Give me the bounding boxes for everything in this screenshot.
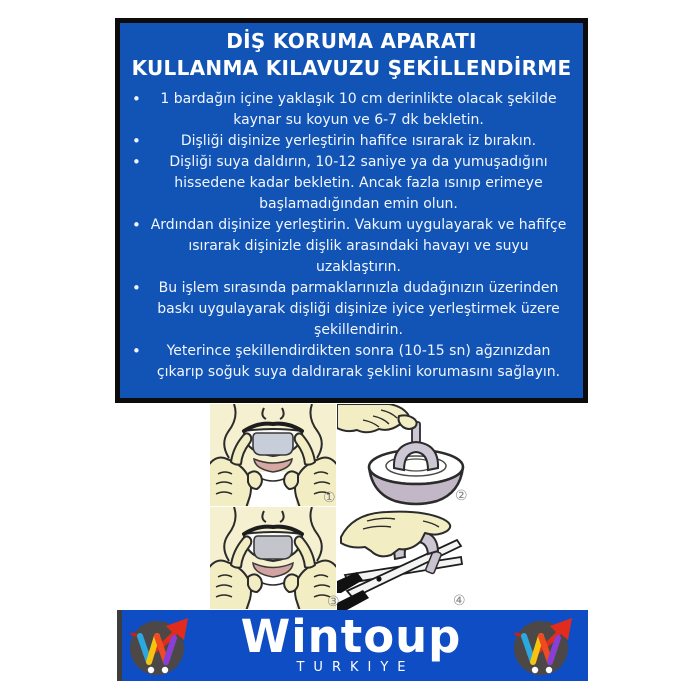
panel-title-line2: KULLANMA KILAVUZU ŞEKİLLENDİRME	[131, 56, 572, 80]
instruction-item: • Bu işlem sırasında parmaklarınızla dudağınızın üzerinden baskı uygulayarak dişliği dişinize iyice yerleştirmek üzere şekillendirin.	[128, 278, 575, 341]
instruction-item: • Yeterince şekillendirdikten sonra (10-15 sn) ağzınızdan çıkarıp soğuk suya daldırarak şeklini korumasını sağlayın.	[128, 341, 575, 383]
step-number-2: ②	[455, 488, 468, 504]
instruction-item: • Dişliği suya daldırın, 10-12 saniye ya da yumuşadığını hissedene kadar bekletin. Ancak fazla ısınıp erimeye başlamadığından emin olun.	[128, 152, 575, 215]
illustration-press-and-shape	[210, 507, 336, 609]
brand-text-block	[194, 609, 508, 675]
step-number-1: ①	[323, 490, 336, 506]
panel-title-line1: DİŞ KORUMA APARATI	[226, 29, 477, 53]
brand-country: TURKIYE	[296, 659, 415, 675]
instruction-panel	[115, 18, 588, 403]
instruction-item: • Dişliği dişinize yerleştirin hafifce ısırarak iz bırakın.	[128, 131, 575, 152]
brand-name: Wintoup	[240, 609, 462, 663]
instruction-item: • 1 bardağın içine yaklaşık 10 cm derinlikte olacak şekilde kaynar su koyun ve 6-7 dk bekletin.	[128, 89, 575, 131]
step-number-3: ③	[327, 594, 340, 610]
brand-banner	[117, 610, 588, 681]
wintoup-cart-logo-icon	[508, 614, 578, 678]
illustration-insert-mouthguard	[210, 404, 336, 506]
instruction-item: • Ardından dişinize yerleştirin. Vakum uygulayarak ve hafifçe ısırarak dişinizle dişlik arasındaki havayı ve suyu uzaklaştırın.	[128, 215, 575, 278]
usage-illustrations	[205, 403, 490, 615]
illustration-dip-in-bowl	[337, 404, 472, 506]
instruction-list	[128, 89, 575, 383]
wintoup-cart-logo-icon	[124, 614, 194, 678]
step-number-4: ④	[453, 593, 466, 609]
